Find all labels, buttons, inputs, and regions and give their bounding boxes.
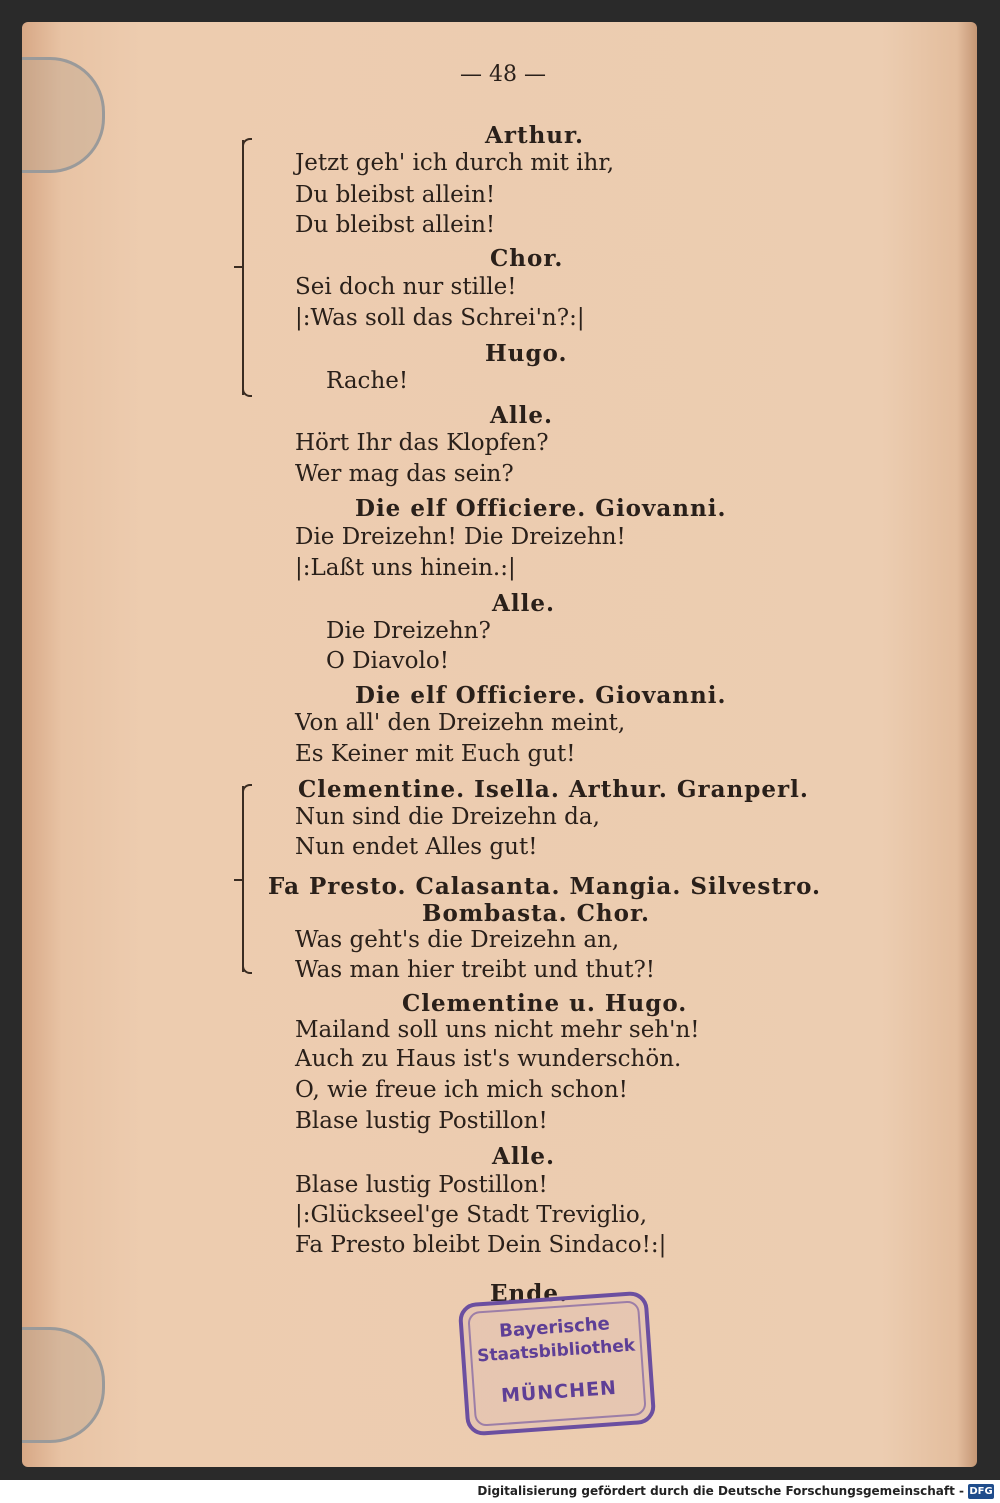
binder-clip-bottom [22, 1327, 105, 1443]
dfg-logo: DFG [969, 1486, 993, 1497]
verse-line: |:Laßt uns hinein.:| [295, 555, 516, 581]
verse-line: O, wie freue ich mich schon! [295, 1077, 628, 1103]
verse-line: Mailand soll uns nicht mehr seh'n! [295, 1017, 700, 1043]
verse-line: Was man hier treibt und thut?! [295, 957, 656, 983]
verse-line: Die Dreizehn! Die Dreizehn! [295, 524, 626, 550]
verse-line: Was geht's die Dreizehn an, [295, 927, 620, 953]
speaker-heading: Alle. [492, 1143, 555, 1170]
bracket-group-1 [242, 140, 244, 395]
verse-line: Jetzt geh' ich durch mit ihr, [295, 150, 615, 176]
binder-clip-top [22, 57, 105, 173]
speaker-heading: Fa Presto. Calasanta. Mangia. Silvestro. [268, 873, 822, 900]
stamp-line-1: Bayerische [498, 1313, 611, 1342]
verse-line: Auch zu Haus ist's wunderschön. [295, 1046, 682, 1072]
verse-line: Du bleibst allein! [295, 212, 496, 238]
footer-credit: Digitalisierung gefördert durch die Deutsche Forschungsgemeinschaft - [477, 1484, 964, 1498]
verse-line: |:Was soll das Schrei'n?:| [295, 305, 585, 331]
verse-line: |:Glückseel'ge Stadt Treviglio, [295, 1202, 648, 1228]
verse-line: Nun sind die Dreizehn da, [295, 804, 600, 830]
speaker-heading: Chor. [490, 245, 564, 272]
verse-line: Nun endet Alles gut! [295, 834, 538, 860]
verse-line: Rache! [326, 368, 409, 394]
speaker-heading: Clementine u. Hugo. [402, 990, 688, 1017]
ende-heading: Ende. [490, 1280, 568, 1307]
stamp-line-2: Staatsbibliothek [476, 1335, 636, 1367]
speaker-heading: Die elf Officiere. Giovanni. [355, 495, 727, 522]
verse-line: Wer mag das sein? [295, 461, 514, 487]
verse-line: Blase lustig Postillon! [295, 1172, 548, 1198]
verse-line: O Diavolo! [326, 648, 449, 674]
speaker-heading-continued: Bombasta. Chor. [422, 900, 650, 927]
footer-bar [0, 1480, 1000, 1503]
verse-line: Sei doch nur stille! [295, 274, 517, 300]
verse-line: Blase lustig Postillon! [295, 1108, 548, 1134]
bracket-group-2 [242, 786, 244, 972]
speaker-heading: Arthur. [485, 122, 585, 149]
verse-line: Von all' den Dreizehn meint, [295, 710, 626, 736]
speaker-heading: Die elf Officiere. Giovanni. [355, 682, 727, 709]
speaker-heading: Hugo. [485, 340, 568, 367]
verse-line: Die Dreizehn? [326, 618, 491, 644]
verse-line: Es Keiner mit Euch gut! [295, 741, 576, 767]
verse-line: Fa Presto bleibt Dein Sindaco!:| [295, 1232, 667, 1258]
verse-line: Du bleibst allein! [295, 182, 496, 208]
library-stamp [458, 1291, 657, 1437]
verse-line: Hört Ihr das Klopfen? [295, 430, 549, 456]
speaker-heading: Alle. [492, 590, 555, 617]
stamp-line-3: MÜNCHEN [500, 1376, 618, 1407]
speaker-heading: Alle. [490, 402, 553, 429]
speaker-heading: Clementine. Isella. Arthur. Granperl. [298, 776, 809, 803]
page-number: — 48 — [460, 62, 546, 87]
